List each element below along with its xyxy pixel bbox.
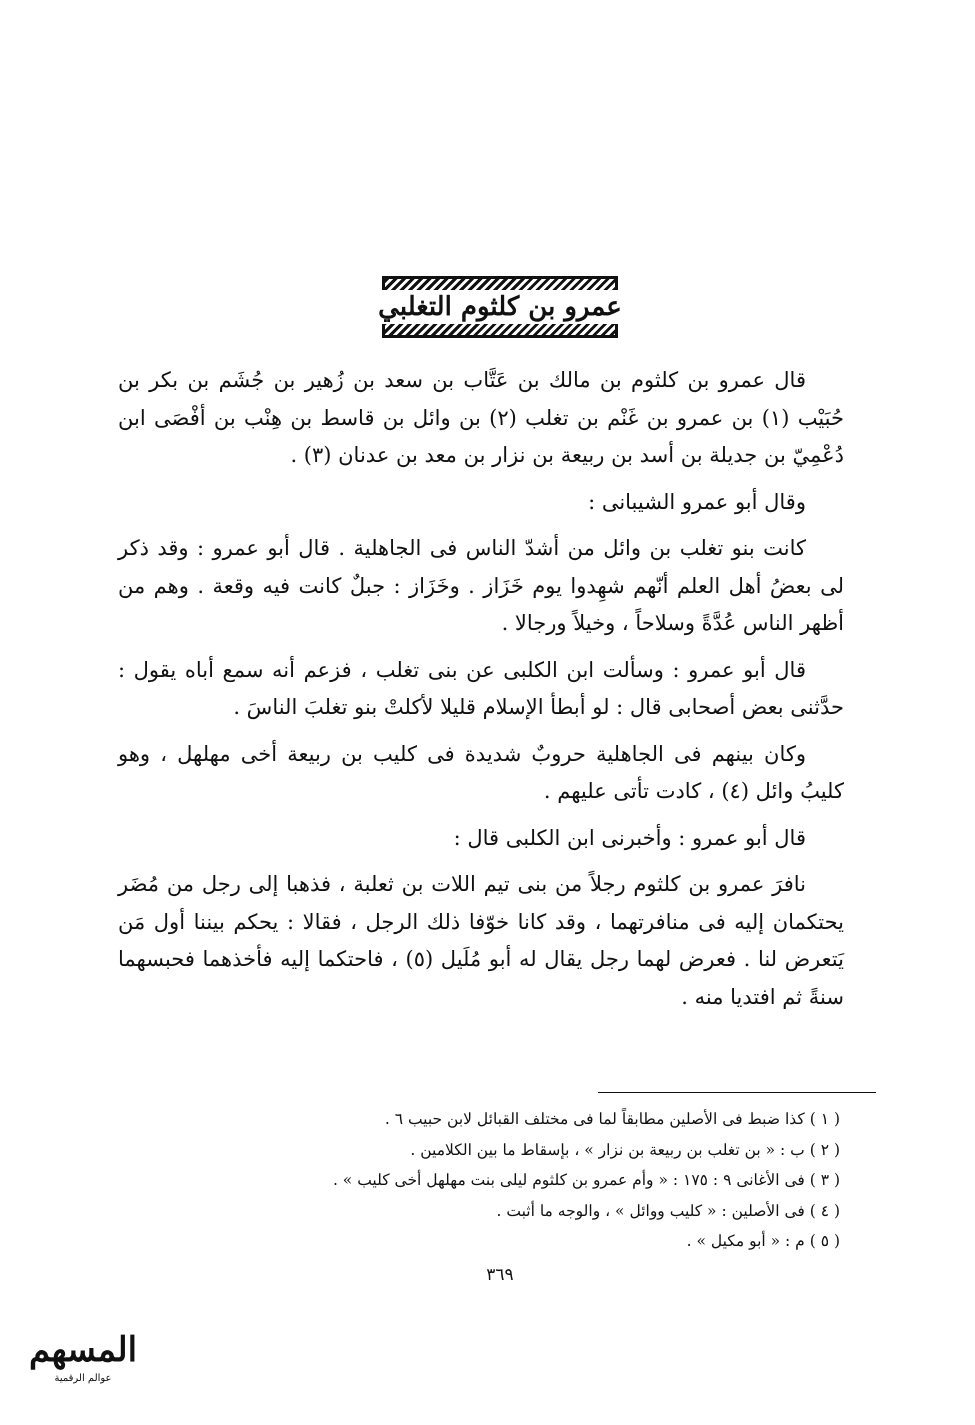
footnote-divider bbox=[598, 1092, 876, 1093]
paragraph-kalbi-intro: قال أبو عمرو : وأخبرنى ابن الكلبى قال : bbox=[453, 825, 806, 850]
footnote-3: ( ٣ ) فى الأغانى ٩ : ١٧٥ : « وأم عمرو بن كلثوم ليلى بنت مهلهل أخى كليب » . bbox=[332, 1171, 840, 1189]
page-number: ٣٦٩ bbox=[486, 1265, 514, 1285]
main-text bbox=[118, 362, 844, 1025]
footnote-5: ( ٥ ) م : « أبو مكيل » . bbox=[686, 1232, 840, 1250]
paragraph-wars: وكان بينهم فى الجاهلية حروبٌ شديدة فى كليب بن ربيعة أخى مهلهل ، وهو كليبُ وائل (٤) ، كادت تأتى عليهم . bbox=[118, 741, 844, 803]
chapter-title-ornament bbox=[378, 276, 622, 338]
paragraph-taghlib: كانت بنو تغلب بن وائل من أشدّ الناس فى الجاهلية . قال أبو عمرو : وقد ذكر لى بعضُ أهل العلم أنّهم شهِدوا يوم خَزَاز . وخَزَاز : جبلٌ كانت فيه وقعة . وهم من أظهر الناس عُدَّةً وسلاحاً ، وخيلاً ورجالا . bbox=[118, 536, 844, 635]
footnote-2: ( ٢ ) ب : « بن تغلب بن ربيعة بن نزار » ، بإسقاط ما بين الكلامين . bbox=[410, 1140, 840, 1159]
footnotes bbox=[150, 1104, 840, 1257]
footnote-1: ( ١ ) كذا ضبط فى الأصلين مطابقاً لما فى مختلف القبائل لابن حبيب ٦ . bbox=[384, 1110, 840, 1128]
library-stamp-logo bbox=[8, 1328, 158, 1408]
stamp-sub-text: عوالم الرقمية bbox=[54, 1373, 112, 1384]
paragraph-shaybani-intro: وقال أبو عمرو الشيبانى : bbox=[588, 489, 806, 514]
stamp-main-text: المسهم bbox=[28, 1330, 138, 1370]
footnote-4: ( ٤ ) فى الأصلين : « كليب ووائل » ، والوجه ما أثبت . bbox=[496, 1201, 840, 1220]
paragraph-kalbi: قال أبو عمرو : وسألت ابن الكلبى عن بنى تغلب ، فزعم أنه سمع أباه يقول : حدَّثنى بعض أصحابى قال : لو أبطأ الإسلام قليلا لأكلتْ بنو تغلبَ الناسَ . bbox=[118, 657, 844, 719]
chapter-title: عمرو بن كلثوم التغلبي bbox=[368, 290, 632, 324]
paragraph-munafara: نافرَ عمرو بن كلثوم رجلاً من بنى تيم اللات بن ثعلبة ، فذهبا إلى رجل من مُضَر يحتكمان إليه فى منافرتهما ، وقد كانا خوّفا ذلك الرجل ، فقالا : يحكم بيننا أول مَن يَتعرض لنا . فعرض لهما رجل يقال له أبو مُلَيل (٥) ، فاحتكما إليه فأخذهما فحبسهما سنةً ثم افتديا منه . bbox=[118, 872, 844, 1009]
paragraph-lineage: قال عمرو بن كلثوم بن مالك بن عَتَّاب بن سعد بن زُهير بن جُشَم بن بكر بن حُبَيْب (١) بن عمرو بن غَنْم بن تغلب (٢) بن وائل بن قاسط بن هِنْب بن أفْصَى ابن دُعْمِيّ بن جديلة بن أسد بن ربيعة بن نزار بن معد بن عدنان (٣) . bbox=[118, 368, 844, 467]
